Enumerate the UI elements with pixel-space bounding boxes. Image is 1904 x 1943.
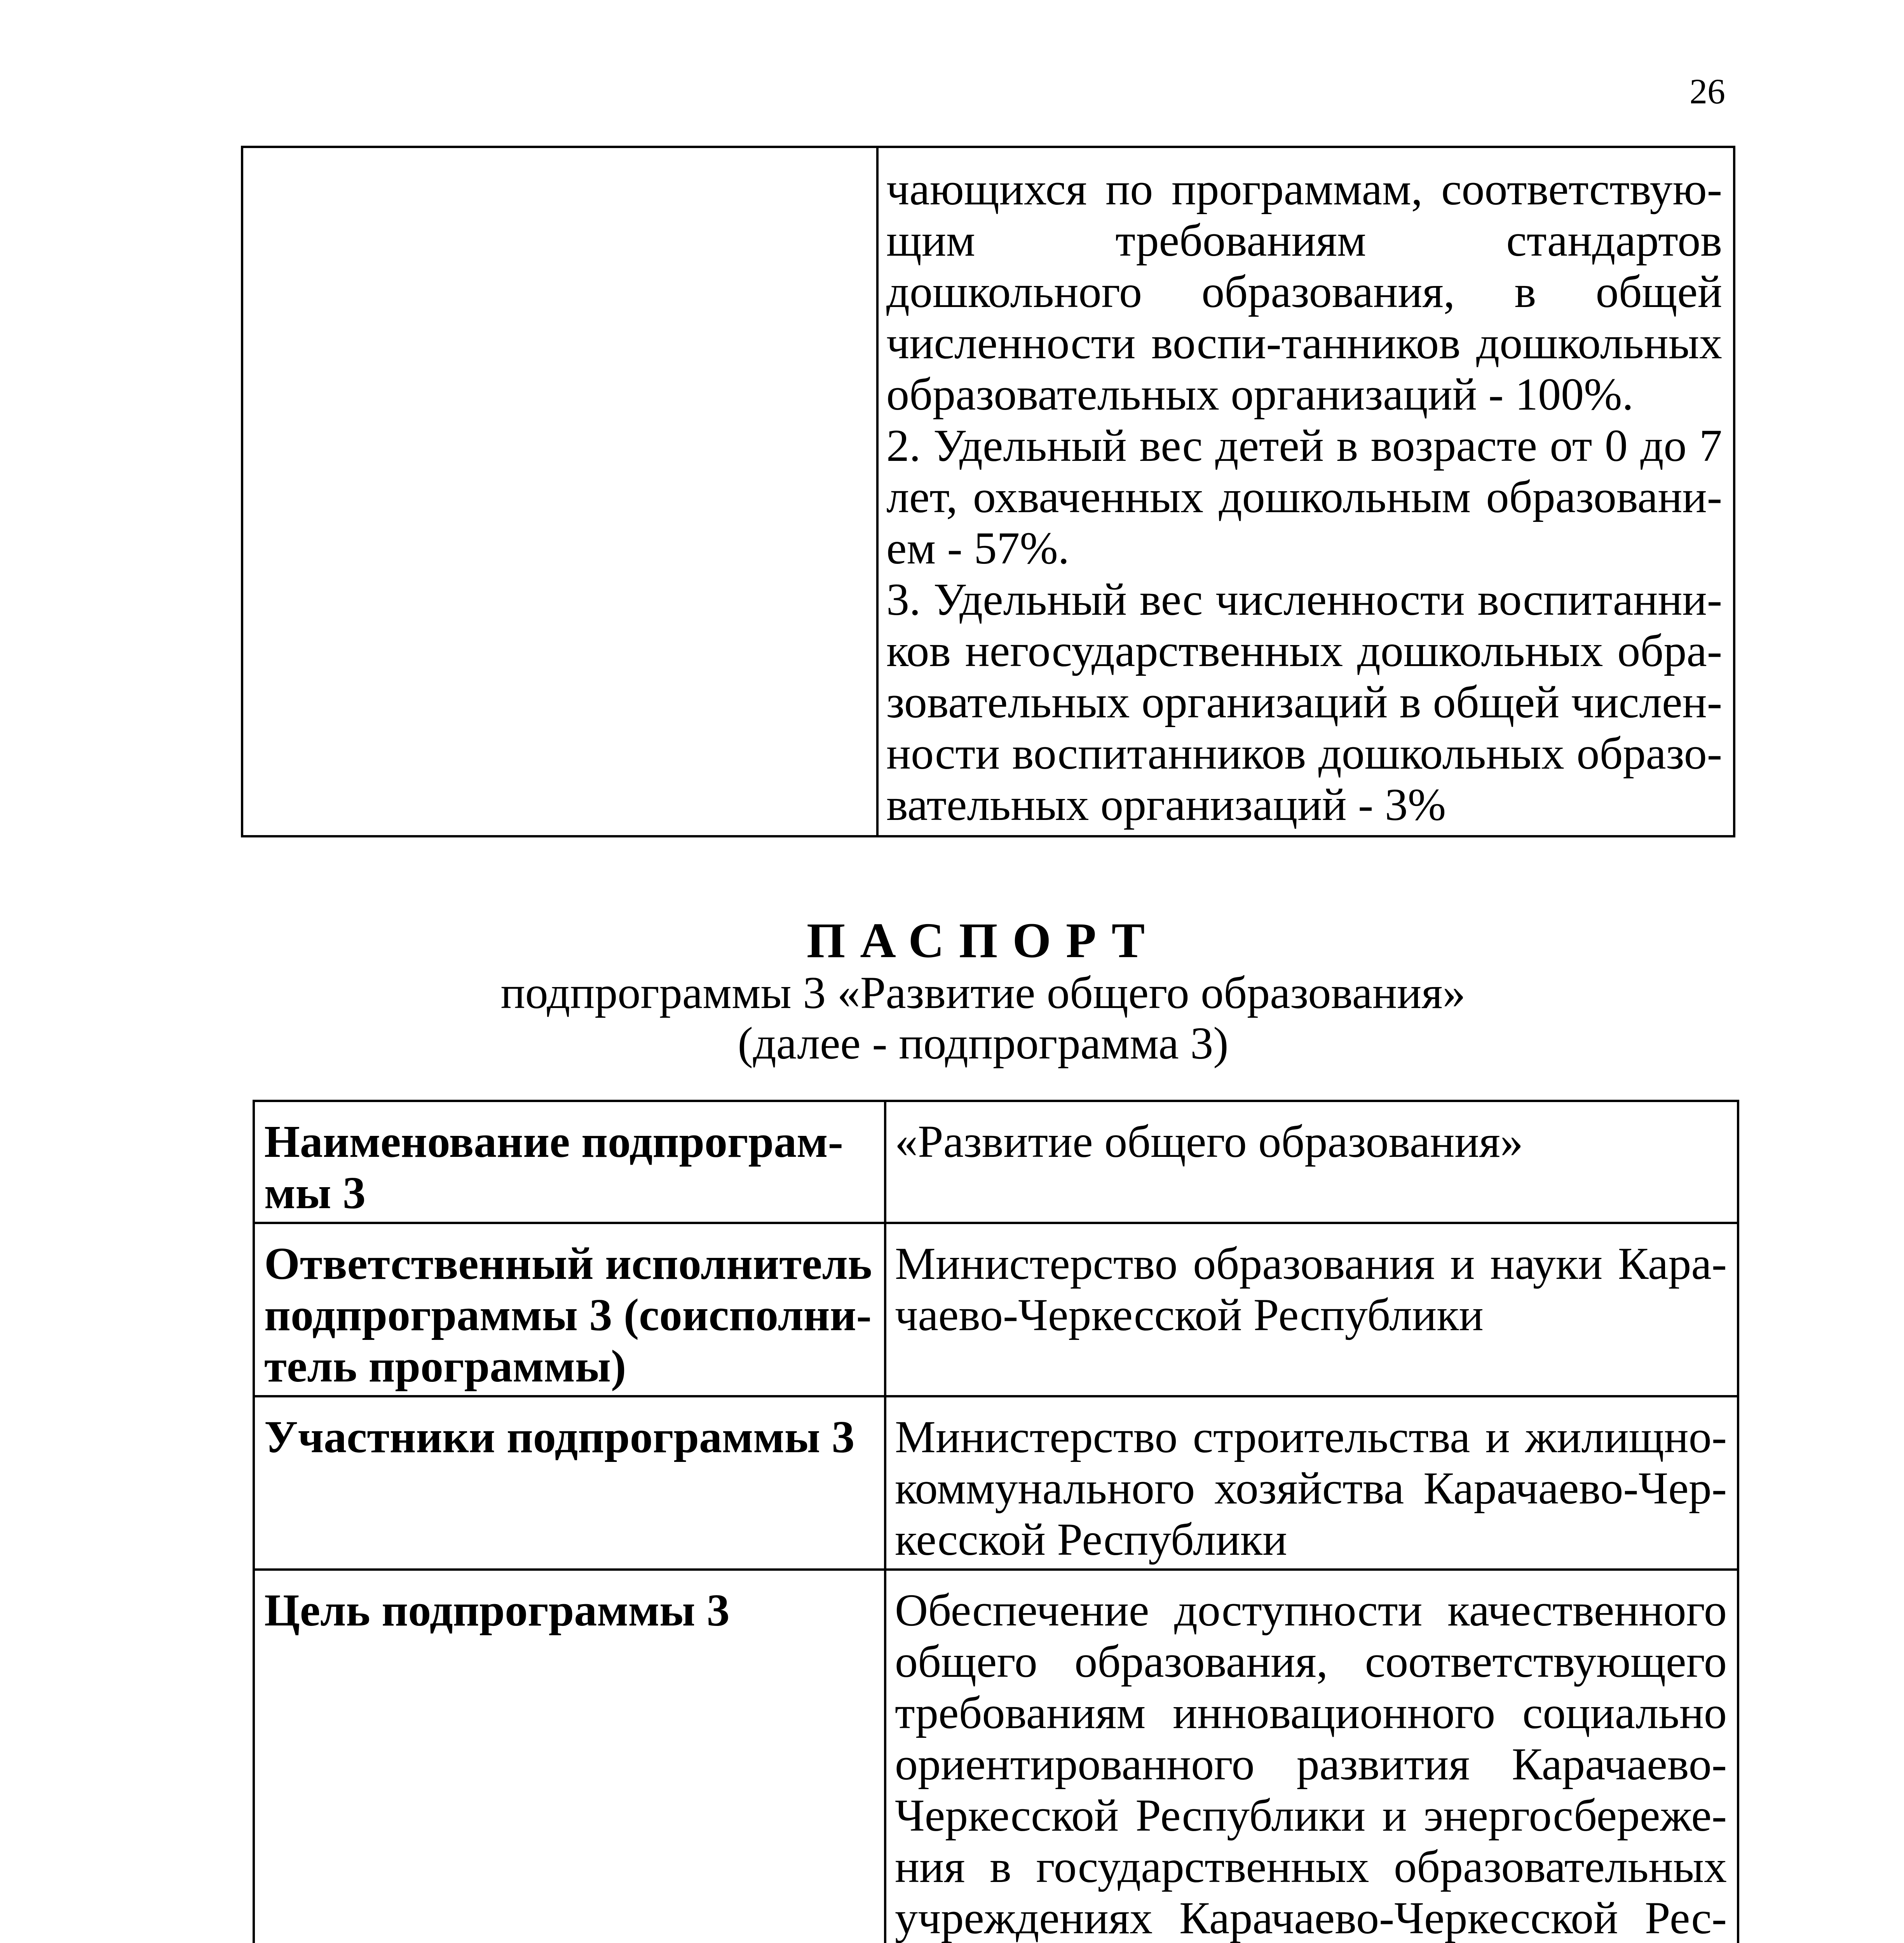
passport-subtitle-note: (далее - подпрограмма 3) — [738, 1018, 1229, 1069]
indicator-text-1: чающихся по программам, соответствую-щим требованиям стандартов дошкольного образования, в общей численности воспи-танников дошкольных образовательных организаций - 100%. — [886, 164, 1722, 420]
row-value — [885, 1570, 1738, 1943]
passport-table — [253, 1100, 1739, 1943]
row-label — [254, 1101, 885, 1223]
row-label-text: Участники подпрограммы 3 — [264, 1411, 855, 1462]
row-value — [885, 1223, 1738, 1396]
row-label — [254, 1223, 885, 1396]
table-row — [254, 1223, 1738, 1396]
continuation-table — [241, 146, 1735, 837]
passport-title: ПАСПОРТ — [806, 913, 1160, 968]
row-value-text: Министерство строительства и жилищно-коммунального хозяйства Карачаево-Чер-кесской Республики — [895, 1411, 1727, 1565]
row-label-text: Наименование подпрограм-мы 3 — [264, 1116, 843, 1218]
page-number: 26 — [1690, 72, 1725, 111]
continuation-left-cell — [242, 147, 877, 836]
row-label-text: Ответственный исполнитель подпрограммы 3 (соисполни-тель программы) — [264, 1238, 872, 1392]
passport-subtitle: подпрограммы 3 «Развитие общего образования» — [500, 967, 1466, 1018]
row-label-text: Цель подпрограммы 3 — [264, 1585, 730, 1636]
row-value-text: Министерство образования и науки Кара-чаево-Черкесской Республики — [895, 1238, 1727, 1340]
indicator-text-2: 2. Удельный вес детей в возрасте от 0 до 7 лет, охваченных дошкольным образовани-ем - 57%. — [886, 420, 1722, 574]
table-row — [254, 1570, 1738, 1943]
table-row — [242, 147, 1734, 836]
continuation-right-cell — [877, 147, 1734, 836]
row-value — [885, 1396, 1738, 1570]
row-label — [254, 1570, 885, 1943]
row-value-text: Обеспечение доступности качественного общего образования, соответствующего требованиям инновационного социально ориентированного развития Карачаево-Черкесской Республики и энергосбереже-ния в государственных образовательных учреждениях Карачаево-Черкесской Рес- — [895, 1585, 1727, 1943]
row-value — [885, 1101, 1738, 1223]
table-row — [254, 1101, 1738, 1223]
table-row — [254, 1396, 1738, 1570]
indicator-text-3: 3. Удельный вес численности воспитанни-ков негосударственных дошкольных обра-зовательных организаций в общей числен-ности воспитанников дошкольных образо-вательных организаций - 3% — [886, 574, 1722, 830]
row-label — [254, 1396, 885, 1570]
row-value-text: «Развитие общего образования» — [895, 1116, 1523, 1167]
